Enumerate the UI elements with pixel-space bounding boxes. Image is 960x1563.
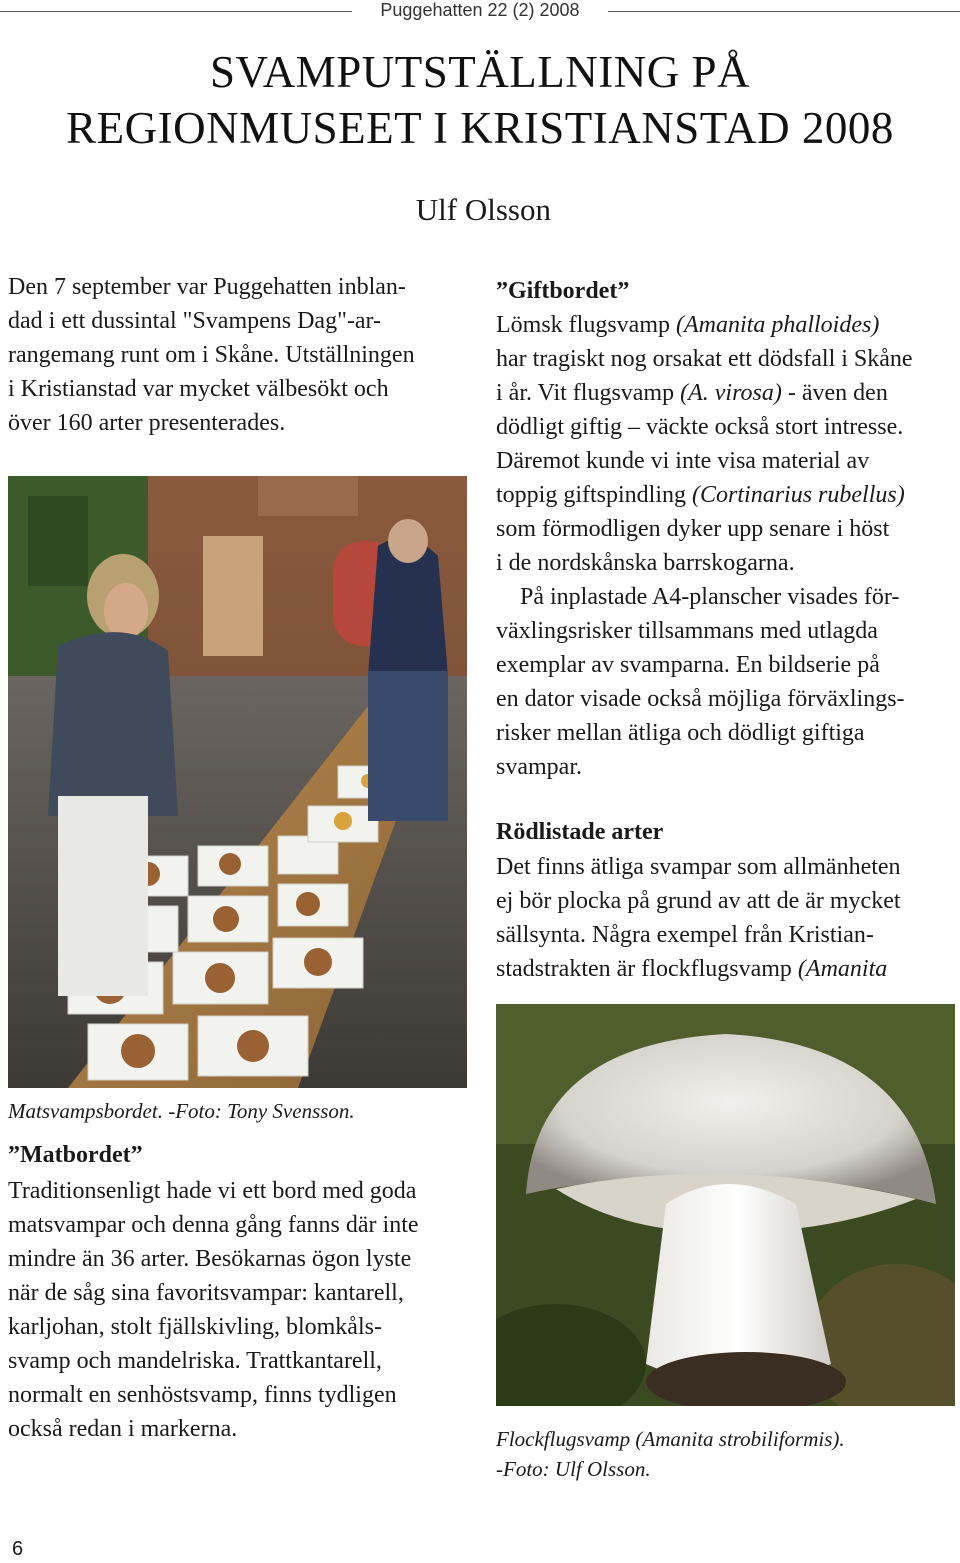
giftbordet-line — [496, 308, 956, 342]
giftbordet-line-text: i de nordskånska barrskogarna. — [496, 550, 795, 576]
giftbordet-line — [496, 342, 956, 376]
article-title-line2: REGIONMUSEET I KRISTIANSTAD 2008 — [66, 103, 894, 153]
intro-line: dad i ett dussintal "Svampens Dag"-ar- — [8, 308, 382, 334]
intro-line: i Kristianstad var mycket välbesökt och — [8, 376, 389, 402]
giftbordet-line — [496, 614, 956, 648]
article-title-line1: SVAMPUTSTÄLLNING PÅ — [210, 47, 750, 97]
matbordet-paragraph — [8, 1174, 468, 1446]
giftbordet-heading: ”Giftbordet” — [496, 278, 630, 304]
giftbordet-line — [496, 648, 956, 682]
rodlistade-paragraph — [496, 850, 956, 986]
rodlistade-heading: Rödlistade arter — [496, 819, 664, 845]
giftbordet-line-text: Däremot kunde vi inte visa material av — [496, 448, 870, 474]
matbordet-line: när de såg sina favoritsvampar: kantarell, — [8, 1280, 404, 1306]
giftbordet-line-text: exemplar av svamparna. En bildserie på — [496, 652, 880, 678]
giftbordet-line-text: i år. Vit flugsvamp — [496, 380, 681, 406]
rodlistade-line — [496, 952, 956, 986]
matbordet-line: också redan i markerna. — [8, 1416, 238, 1442]
giftbordet-line-text: Lömsk flugsvamp — [496, 312, 676, 338]
matbordet-line: svamp och mandelriska. Trattkantarell, — [8, 1348, 382, 1374]
photo2-caption-line2: -Foto: Ulf Olsson. — [496, 1457, 651, 1481]
page-number: 6 — [12, 1538, 24, 1560]
giftbordet-line-species-name: (Cortinarius rubellus) — [692, 482, 905, 508]
intro-line: rangemang runt om i Skåne. Utställningen — [8, 342, 415, 368]
rodlistade-line — [496, 884, 956, 918]
giftbordet-line — [496, 546, 956, 580]
giftbordet-line-text: en dator visade också möjliga förväxlings- — [496, 686, 905, 712]
rodlistade-line-species-name: (Amanita — [797, 956, 888, 982]
running-header: Puggehatten 22 (2) 2008 — [380, 0, 580, 20]
giftbordet-line-text: toppig giftspindling — [496, 482, 693, 508]
matbordet-line: karljohan, stolt fjällskivling, blomkåls- — [8, 1314, 382, 1340]
giftbordet-line-species-name: (Amanita phalloides) — [676, 312, 880, 338]
intro-paragraph — [8, 270, 468, 440]
rodlistade-line-text: ej bör plocka på grund av att de är mycket — [496, 888, 901, 914]
giftbordet-line-text: dödligt giftig – väckte också stort intresse. — [496, 414, 904, 440]
matbordet-line: matsvampar och denna gång fanns där inte — [8, 1212, 419, 1238]
giftbordet-line — [496, 444, 956, 478]
giftbordet-line — [496, 716, 956, 750]
giftbordet-line — [496, 750, 956, 784]
mushroom-photo — [496, 1004, 955, 1406]
intro-line: Den 7 september var Puggehatten inblan- — [8, 274, 406, 300]
giftbordet-line — [496, 682, 956, 716]
giftbordet-line — [496, 410, 956, 444]
rodlistade-line — [496, 918, 956, 952]
header-rule-right — [608, 11, 960, 12]
matbordet-line: mindre än 36 arter. Besökarnas ögon lyste — [8, 1246, 412, 1272]
giftbordet-line — [496, 580, 956, 614]
giftbordet-line — [496, 478, 956, 512]
matbordet-line: normalt en senhöstsvamp, finns tydligen — [8, 1382, 397, 1408]
giftbordet-line — [496, 512, 956, 546]
giftbordet-line-text: har tragiskt nog orsakat ett dödsfall i Skåne — [496, 346, 913, 372]
giftbordet-line-text: svampar. — [496, 754, 582, 780]
rodlistade-line-text: sällsynta. Några exempel från Kristian- — [496, 922, 874, 948]
giftbordet-line-text: - även den — [781, 380, 888, 406]
matbordet-line: Traditionsenligt hade vi ett bord med goda — [8, 1178, 417, 1204]
intro-line: över 160 arter presenterades. — [8, 410, 286, 436]
giftbordet-line-text: På inplastade A4-planscher visades för- — [496, 584, 900, 610]
exhibition-photo — [8, 476, 467, 1088]
giftbordet-line-species-name: (A. virosa) — [680, 380, 782, 406]
article-author: Ulf Olsson — [415, 192, 551, 227]
photo1-caption: Matsvampsbordet. -Foto: Tony Svensson. — [8, 1099, 355, 1123]
giftbordet-line — [496, 376, 956, 410]
giftbordet-line-text: växlingsrisker tillsammans med utlagda — [496, 618, 878, 644]
rodlistade-line — [496, 850, 956, 884]
matbordet-heading: ”Matbordet” — [8, 1142, 143, 1168]
header-rule-left — [0, 11, 352, 12]
rodlistade-line-text: Det finns ätliga svampar som allmänheten — [496, 854, 901, 880]
giftbordet-line-text: som förmodligen dyker upp senare i höst — [496, 516, 890, 542]
rodlistade-line-text: stadstrakten är flockflugsvamp — [496, 956, 798, 982]
giftbordet-line-text: risker mellan ätliga och dödligt giftiga — [496, 720, 865, 746]
giftbordet-paragraph — [496, 308, 956, 784]
photo2-caption-line1: Flockflugsvamp (Amanita strobiliformis). — [496, 1427, 845, 1451]
